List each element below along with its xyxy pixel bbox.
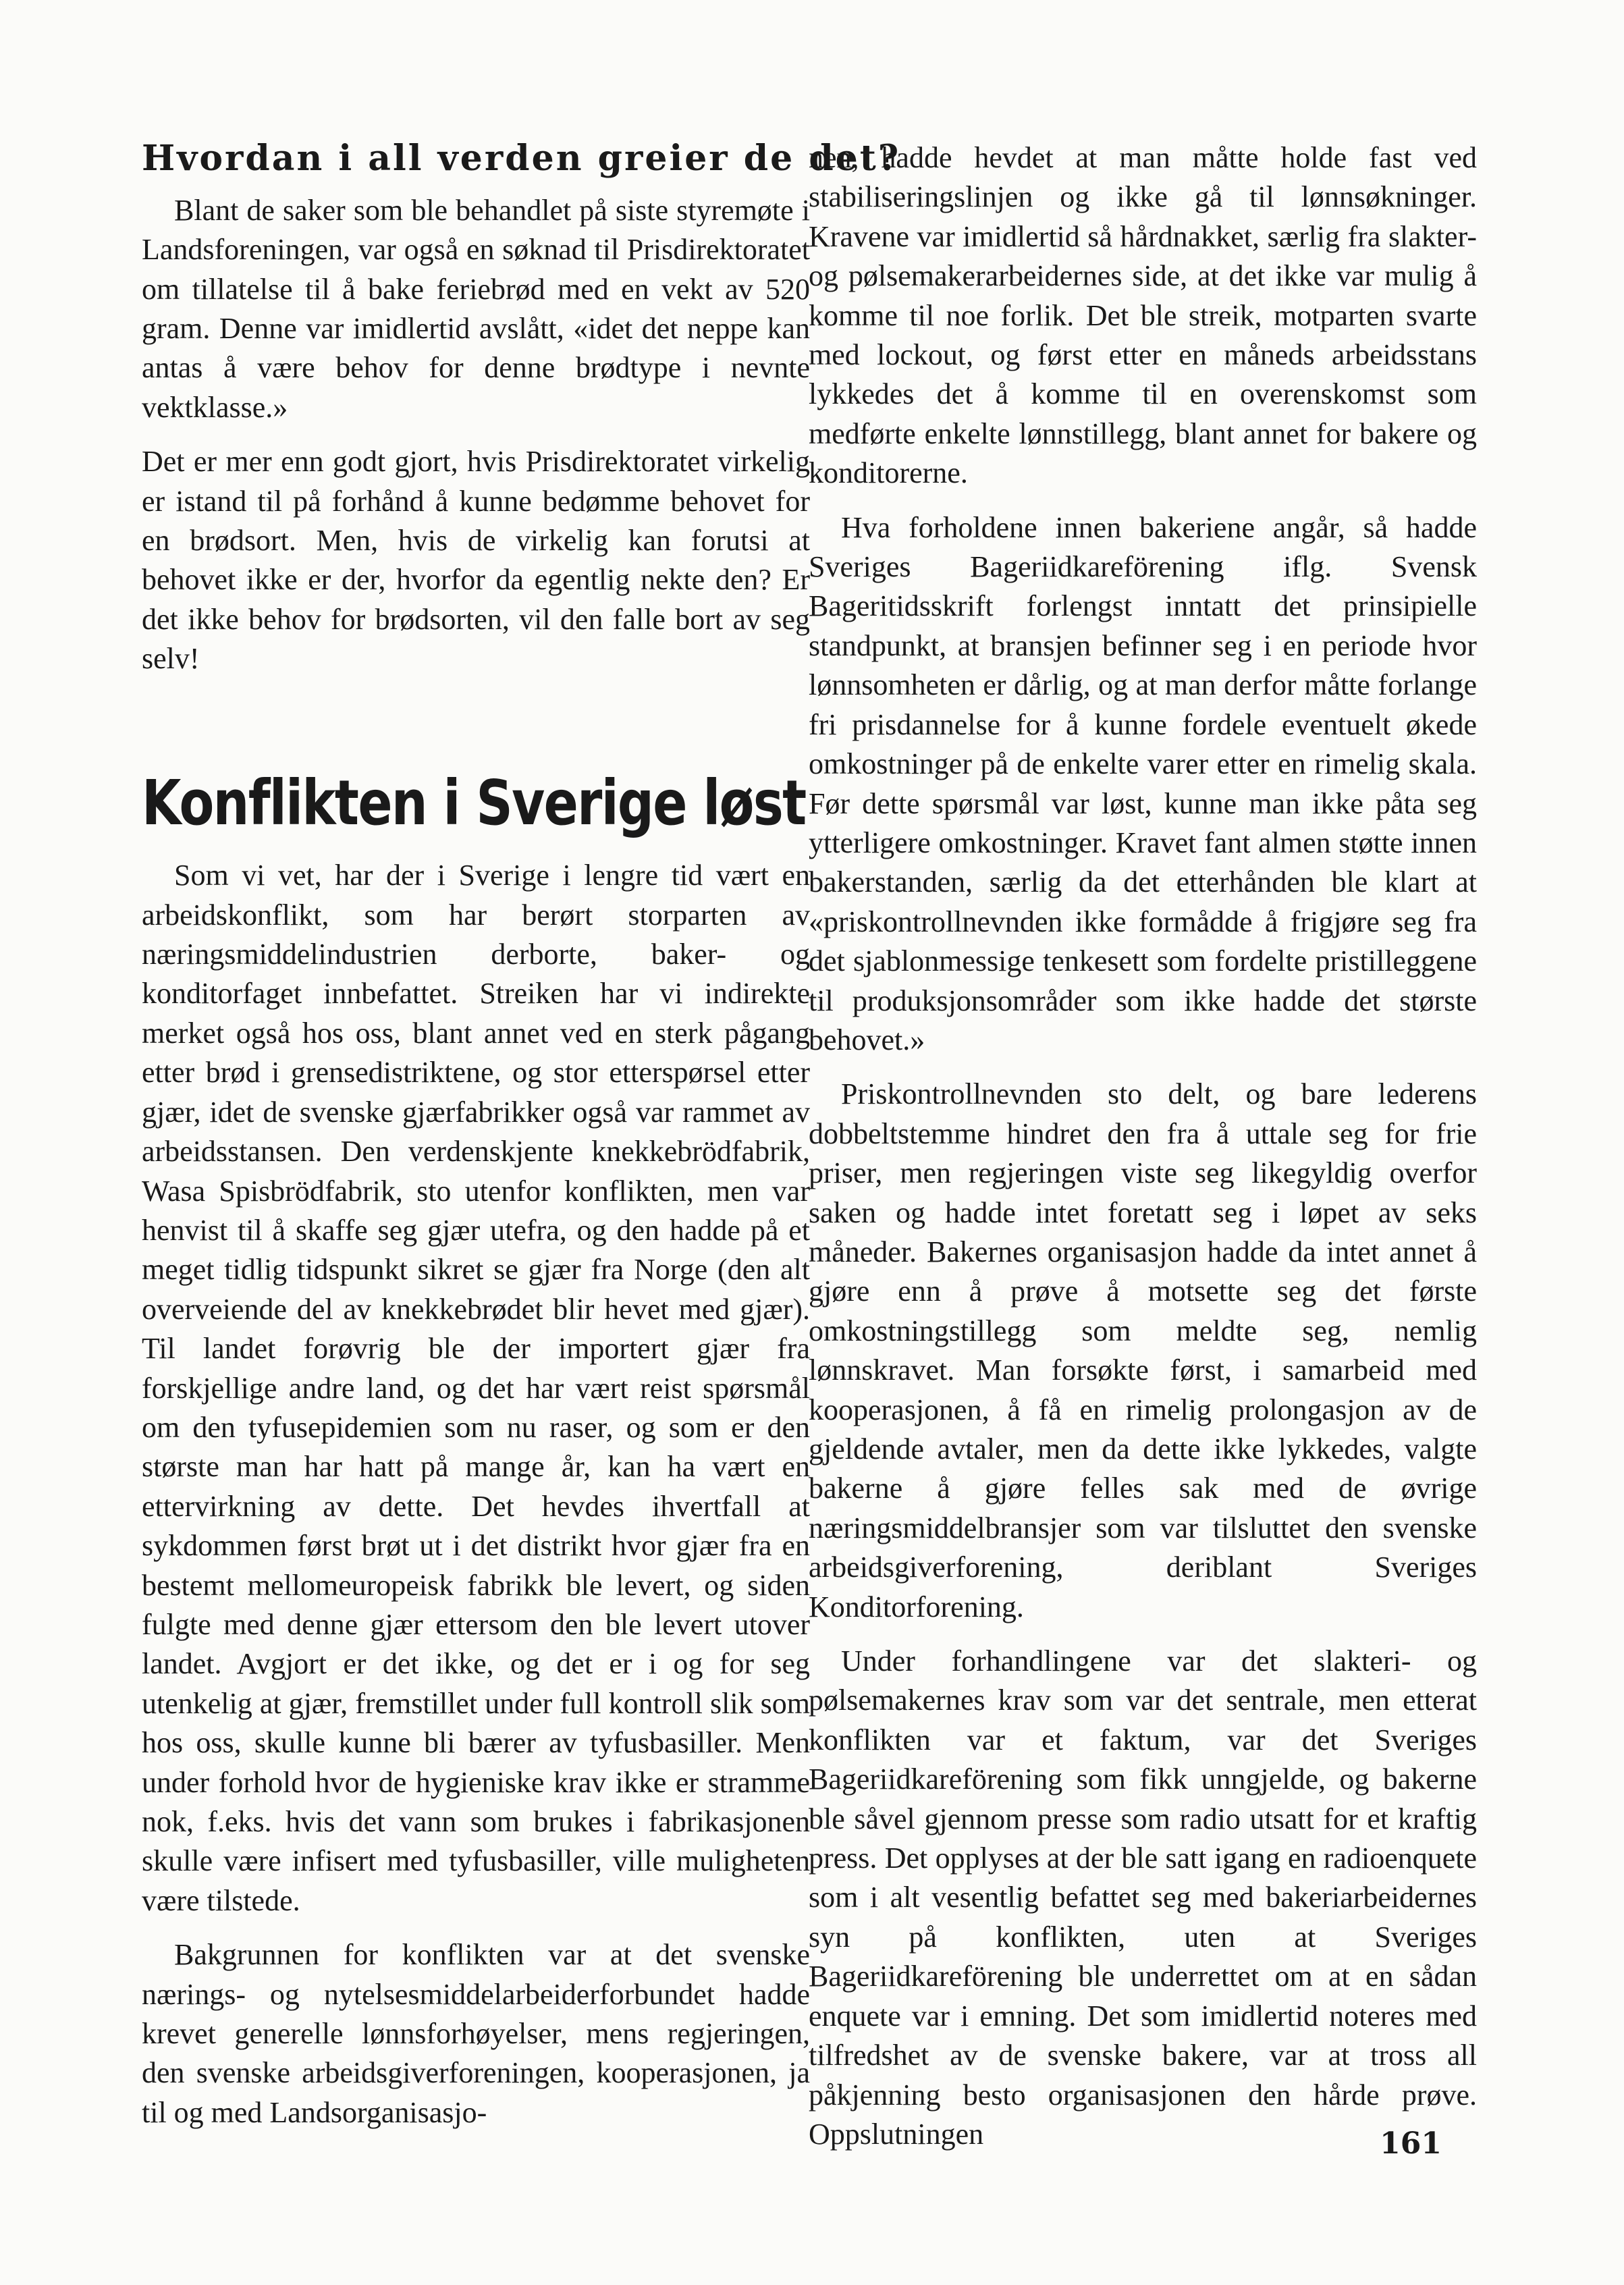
left-column (142, 138, 901, 2147)
article2-paragraph: Priskontrollnevnden sto delt, og bare lederens dobbeltstemme hindret den fra å uttale seg for frie priser, men regjeringen viste seg likegyldig overfor saken og hadde intet foretatt seg i løpet av seks måneder. Bakernes organisasjon hadde da intet annet å gjøre enn å prøve å motsette seg det første omkostningstillegg som meldte seg, nemlig lønnskravet. Man forsøkte først, i samarbeid med kooperasjonen, å få en rimelig prolongasjon av de gjeldende avtaler, men da dette ikke lykkedes, valgte bakerne å gjøre felles sak med de øvrige næringsmiddelbransjer som var tilsluttet den svenske arbeidsgiverforening, deriblant Sveriges Konditorforening. (809, 1077, 1477, 1623)
article2-paragraph: nen, hadde hevdet at man måtte holde fast ved stabiliseringslinjen og ikke gå til lønnsøkninger. Kravene var imidlertid så hårdnakket, særlig fra slakter- og pølsemakerarbeidernes side, at det ikke var mulig å komme til noe forlik. Det ble streik, motparten svarte med lockout, og først etter en måneds arbeidsstans lykkedes det å komme til en overenskomst som medførte enkelte lønnstillegg, blant annet for bakere og konditorerne. (809, 141, 1477, 490)
article2-paragraph: Hva forholdene innen bakeriene angår, så hadde Sveriges Bageriidkareförening iflg. Svensk Bageritidsskrift forlengst inntatt det prinsipielle standpunkt, at bransjen befinner seg i en periode hvor lønnsomheten er dårlig, og at man derfor måtte forlange fri prisdannelse for å kunne fordele eventuelt økede omkostninger på de enkelte varer etter en rimelig skala. Før dette spørsmål var løst, kunne man ikke påta seg ytterligere omkostninger. Kravet fant almen støtte innen bakerstanden, særlig da det etterhånden ble klart at «priskontrollnevnden ikke formådde å frigjøre seg fra det sjablonmessige tenkesett som fordelte pristilleggene til produksjonsområder som ikke hadde det største behovet.» (809, 510, 1477, 1056)
article1-paragraph: Det er mer enn godt gjort, hvis Prisdirektoratet virkelig er istand til på forhånd å kunne bedømme behovet for en brødsort. Men, hvis de virkelig kan forutsi at behovet ikke er der, hvorfor da egentlig nekte den? Er det ikke behov for brødsorten, vil den falle bort av seg selv! (142, 445, 810, 676)
article2-heading: Konflikten i Sverige løst (142, 766, 806, 839)
right-column (809, 138, 1477, 2169)
article1-paragraph: Blant de saker som ble behandlet på siste styremøte i Landsforeningen, var også en søknad til Prisdirektoratet om tillatelse til å bake feriebrød med en vekt av 520 gram. Denne var imidlertid avslått, «idet det neppe kan antas å være behov for denne brødtype i nevnte vektklasse.» (142, 193, 810, 424)
article2-paragraph: Bakgrunnen for konflikten var at det svenske nærings- og nytelsesmiddelarbeiderforbundet hadde krevet generelle lønnsforhøyelser, mens regjeringen, den svenske arbeidsgiverforeningen, kooperasjonen, ja til og med Landsorganisasjo- (142, 1938, 810, 2129)
article2-paragraph: Under forhandlingene var det slakteri- og pølsemakernes krav som var det sentrale, men etterat konflikten var et faktum, var det Sveriges Bageriidkareförening som fikk unngjelde, og bakerne ble såvel gjennom presse som radio utsatt for et kraftig press. Det opplyses at der ble satt igang en radioenquete som i alt vesentlig befattet seg med bakeriarbeidernes syn på konflikten, uten at Sveriges Bageriidkareförening ble underrettet om at en sådan enquete var i emning. Det som imidlertid noteres med tilfredshet av de svenske bakere, var at tross all påkjenning besto organisasjonen den hårde prøve. Oppslutningen (809, 1644, 1477, 2151)
article2-paragraph: Som vi vet, har der i Sverige i lengre tid vært en arbeidskonflikt, som har berørt storparten av næringsmiddelindustrien derborte, baker- og konditorfaget innbefattet. Streiken har vi indirekte merket også hos oss, blant annet ved en sterk pågang etter brød i grensedistriktene, og stor etterspørsel etter gjær, idet de svenske gjærfabrikker også var rammet av arbeidsstansen. Den verdenskjente knekkebrödfabrik, Wasa Spisbrödfabrik, sto utenfor konflikten, men var henvist til å skaffe seg gjær utefra, og den hadde på et meget tidlig tidspunkt sikret se gjær fra Norge (den alt overveiende del av knekkebrødet blir hevet med gjær). Til landet forøvrig ble der importert gjær fra forskjellige andre land, og det har vært reist spørsmål om den tyfusepidemien som nu raser, og som er den største man har hatt på mange år, kan ha vært en ettervirkning av dette. Det hevdes ihvertfall at sykdommen først brøt ut i det distrikt hvor gjær fra en bestemt mellomeuropeisk fabrikk ble levert, og siden fulgte med denne gjær ettersom den ble levert utover landet. Avgjort er det ikke, og det er i og for seg utenkelig at gjær, fremstillet under full kontroll slik som hos oss, skulle kunne bli bærer av tyfusbasiller. Men under forhold hvor de hygieniske krav ikke er stramme nok, f.eks. hvis det vann som brukes i fabrikasjonen skulle være infisert med tyfusbasiller, ville muligheten være tilstede. (142, 859, 810, 1917)
page-number: 161 (1380, 2126, 1442, 2161)
article1-heading: Hvordan i all verden greier de det? (142, 138, 901, 179)
